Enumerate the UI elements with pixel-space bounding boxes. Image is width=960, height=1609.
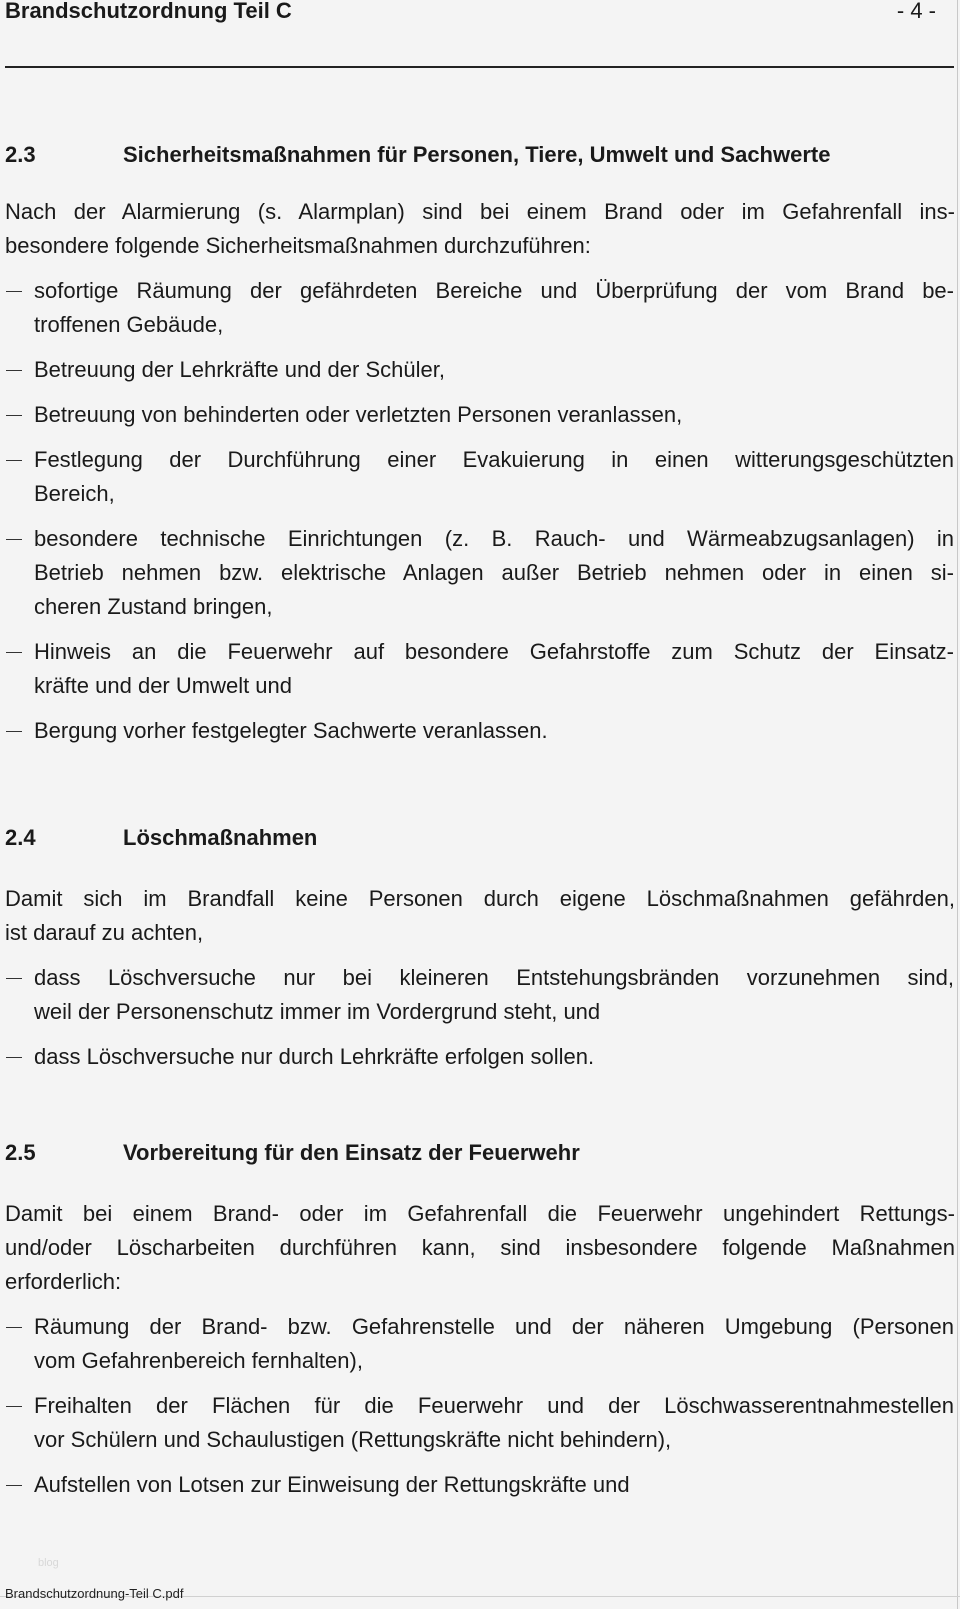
dash-bullet-icon [6, 539, 22, 540]
list-item [0, 1389, 954, 1457]
bullet-list-2-4 [0, 961, 960, 1085]
list-item [0, 1040, 954, 1074]
list-item [0, 635, 954, 703]
list-item-line: dass Löschversuche nur durch Lehrkräfte erfolgen sollen. [34, 1044, 595, 1069]
list-item-line: Bergung vorher festgelegter Sachwerte veranlassen. [34, 718, 548, 743]
list-item [0, 398, 954, 432]
page-number: - 4 - [896, 0, 936, 23]
dash-bullet-icon [6, 978, 22, 979]
intro-line: Nach der Alarmierung (s. Alarmplan) sind bei einem Brand oder im Gefahrenfall ins- [5, 199, 955, 224]
list-item-line: vom Gefahrenbereich fernhalten), [34, 1348, 363, 1373]
list-item-line: cheren Zustand bringen, [34, 594, 273, 619]
list-item-line: Freihalten der Flächen für die Feuerwehr und der Löschwasserentnahmestellen [34, 1393, 954, 1418]
intro-line: erforderlich: [5, 1269, 122, 1294]
list-item-line: Bereich, [34, 481, 115, 506]
dash-bullet-icon [6, 1485, 22, 1486]
list-item [0, 353, 954, 387]
section-number: 2.4 [5, 825, 36, 850]
list-item-line: sofortige Räumung der gefährdeten Bereiche und Überprüfung der vom Brand be- [34, 278, 954, 303]
section-intro-2-4 [5, 882, 955, 950]
list-item-line: weil der Personenschutz immer im Vordergrund steht, und [34, 999, 601, 1024]
list-item [0, 1468, 954, 1502]
section-number: 2.3 [5, 142, 36, 167]
section-intro-2-3 [5, 195, 955, 263]
list-item-line: besondere technische Einrichtungen (z. B. Rauch- und Wärmeabzugsanlagen) in [34, 526, 954, 551]
list-item-line: kräfte und der Umwelt und [34, 673, 293, 698]
dash-bullet-icon [6, 291, 22, 292]
section-intro-2-5 [5, 1197, 955, 1299]
list-item-line: dass Löschversuche nur bei kleineren Entstehungsbränden vorzunehmen sind, [34, 965, 954, 990]
dash-bullet-icon [6, 1327, 22, 1328]
list-item-line: Betreuung von behinderten oder verletzten Personen veranlassen, [34, 402, 683, 427]
list-item-line: Aufstellen von Lotsen zur Einweisung der Rettungskräfte und [34, 1472, 630, 1497]
intro-line: ist darauf zu achten, [5, 920, 204, 945]
dash-bullet-icon [6, 415, 22, 416]
dash-bullet-icon [6, 652, 22, 653]
document-title: Brandschutzordnung Teil C [5, 0, 292, 23]
section-title: Löschmaßnahmen [123, 825, 318, 850]
list-item [0, 443, 954, 511]
list-item-line: troffenen Gebäude, [34, 312, 224, 337]
dash-bullet-icon [6, 1406, 22, 1407]
list-item [0, 714, 954, 748]
bullet-list-2-5 [0, 1310, 960, 1513]
list-item-line: Betrieb nehmen bzw. elektrische Anlagen außer Betrieb nehmen oder in einen si- [34, 560, 954, 585]
list-item [0, 961, 954, 1029]
page-header [5, 0, 936, 28]
list-item-line: Betreuung der Lehrkräfte und der Schüler, [34, 357, 445, 382]
section-title: Sicherheitsmaßnahmen für Personen, Tiere, Umwelt und Sachwerte [123, 142, 831, 167]
list-item-line: Festlegung der Durchführung einer Evakuierung in einen witterungsgeschützten [34, 447, 954, 472]
watermark: blog [38, 1557, 59, 1569]
dash-bullet-icon [6, 370, 22, 371]
intro-line: Damit sich im Brandfall keine Personen durch eigene Löschmaßnahmen gefährden, [5, 886, 955, 911]
list-item-line: Räumung der Brand- bzw. Gefahrenstelle und der näheren Umgebung (Personen [34, 1314, 954, 1339]
header-rule [5, 66, 954, 68]
dash-bullet-icon [6, 731, 22, 732]
list-item [0, 522, 954, 624]
intro-line: besondere folgende Sicherheitsmaßnahmen durchzuführen: [5, 233, 591, 258]
footer-filename: Brandschutzordnung-Teil C.pdf [5, 1586, 184, 1601]
section-number: 2.5 [5, 1140, 36, 1165]
list-item [0, 274, 954, 342]
bullet-list-2-3 [0, 274, 960, 759]
intro-line: und/oder Löscharbeiten durchführen kann, sind insbesondere folgende Maßnahmen [5, 1235, 955, 1260]
list-item-line: Hinweis an die Feuerwehr auf besondere Gefahrstoffe zum Schutz der Einsatz- [34, 639, 954, 664]
list-item [0, 1310, 954, 1378]
intro-line: Damit bei einem Brand- oder im Gefahrenfall die Feuerwehr ungehindert Rettungs- [5, 1201, 955, 1226]
section-title: Vorbereitung für den Einsatz der Feuerwehr [123, 1140, 580, 1165]
list-item-line: vor Schülern und Schaulustigen (Rettungskräfte nicht behindern), [34, 1427, 672, 1452]
dash-bullet-icon [6, 1057, 22, 1058]
dash-bullet-icon [6, 460, 22, 461]
